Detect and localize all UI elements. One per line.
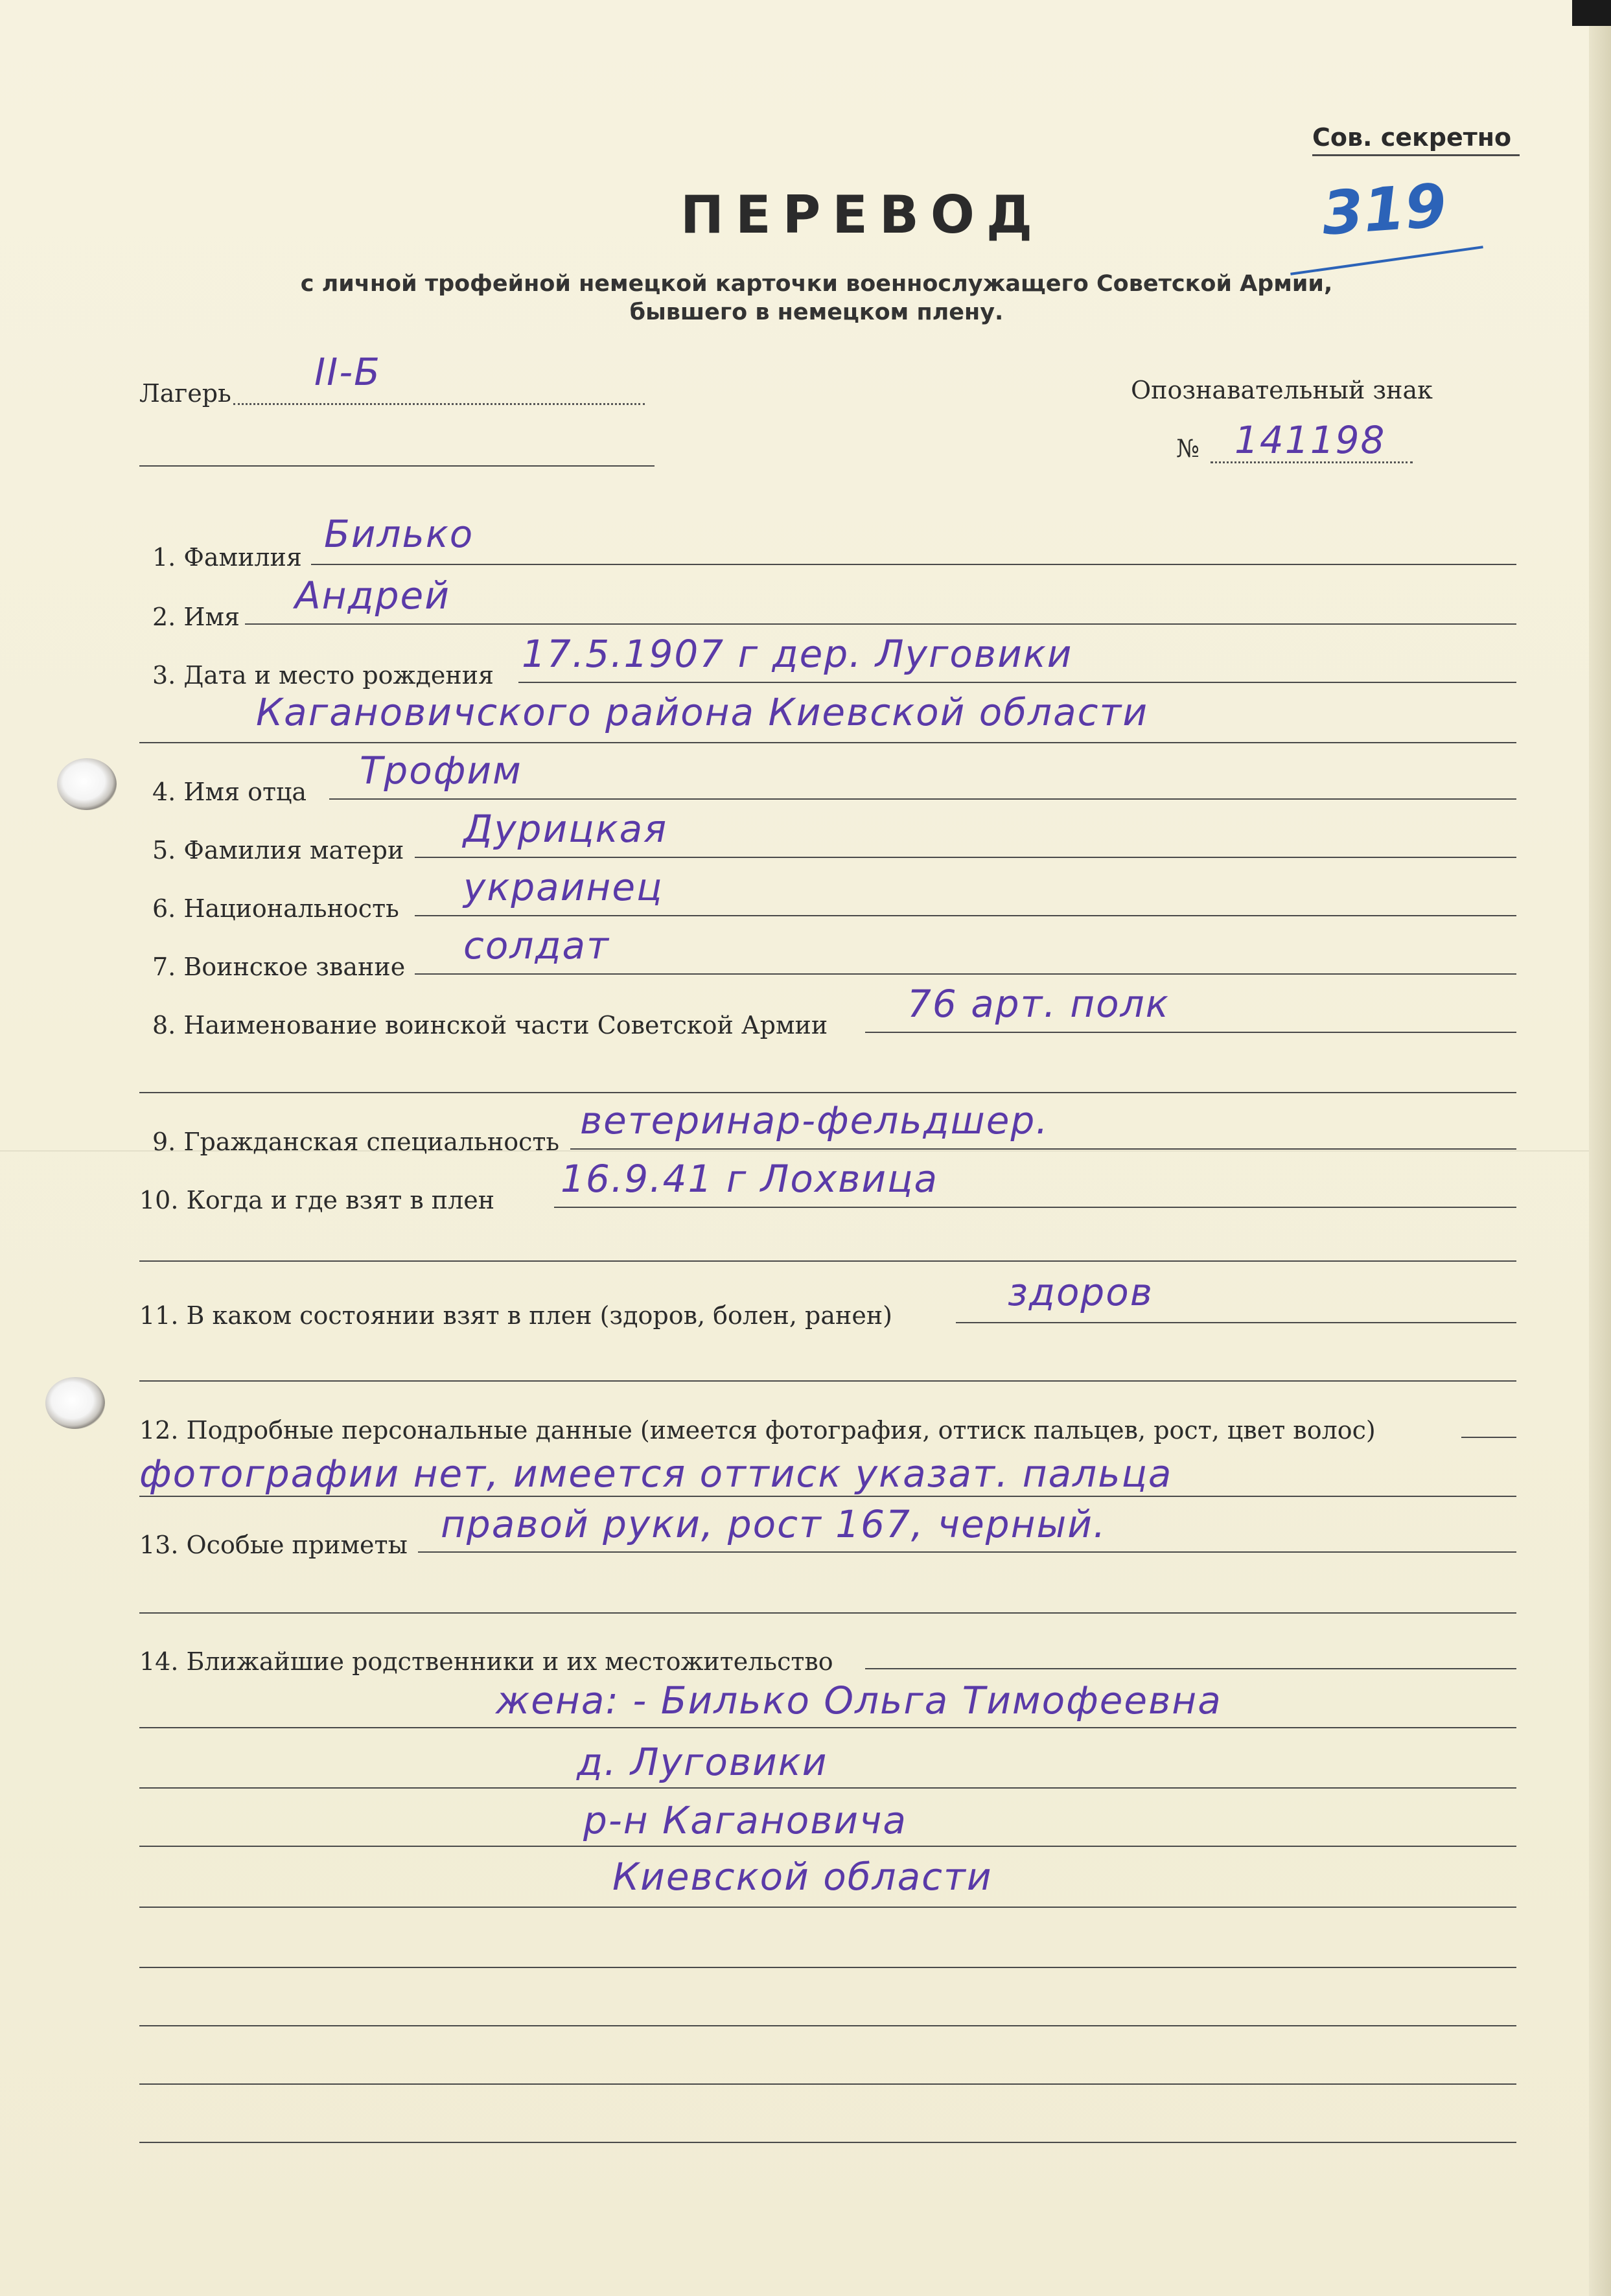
classification-underline: [1312, 154, 1520, 156]
field-11-line: [956, 1322, 1516, 1323]
field-13-value: правой руки, рост 167, черный.: [441, 1502, 1107, 1546]
field-9-label: 9. Гражданская специальность: [152, 1128, 560, 1156]
field-12-line-2: [139, 1496, 1516, 1497]
field-4-value: Трофим: [360, 748, 522, 793]
field-9-value: ветеринар-фельдшер.: [580, 1098, 1049, 1142]
paper-edge: [1589, 0, 1611, 2296]
field-8-value: 76 арт. полк: [907, 982, 1170, 1026]
field-14-line-9: [139, 2142, 1516, 2143]
field-7-label: 7. Воинское звание: [152, 953, 406, 981]
field-6-value: украинец: [463, 865, 664, 909]
field-12-line: [1461, 1437, 1516, 1438]
field-13-line: [418, 1551, 1516, 1553]
field-1-value: Билько: [324, 512, 474, 556]
field-8-label: 8. Наименование воинской части Советской Армии: [152, 1011, 828, 1039]
id-number-sign: №: [1176, 434, 1200, 463]
document-title: ПЕРЕВОД: [680, 185, 1045, 245]
document-subtitle-line2: бывшего в немецком плену.: [629, 299, 1004, 325]
field-2-label: 2. Имя: [152, 603, 240, 631]
field-10-line-2: [139, 1260, 1516, 1262]
field-3-value: 17.5.1907 г дер. Луговики: [522, 632, 1073, 676]
camp-value: II-Б: [314, 350, 381, 394]
field-5-value: Дурицкая: [463, 807, 668, 851]
field-14-value-line1: жена: - Билько Ольга Тимофеевна: [496, 1678, 1222, 1722]
id-mark-label: Опознавательный знак: [1131, 376, 1433, 404]
field-3-line: [518, 682, 1516, 683]
punch-hole-top: [57, 758, 117, 810]
field-3-value-continued: Кагановичского района Киевской области: [256, 690, 1149, 734]
field-10-label: 10. Когда и где взят в плен: [139, 1186, 495, 1214]
field-6-line: [415, 915, 1516, 916]
field-7-value: солдат: [463, 923, 610, 968]
field-10-value: 16.9.41 г Лохвица: [561, 1157, 939, 1201]
classification-stamp: Сов. секретно: [1312, 123, 1512, 152]
field-3-line-2: [139, 742, 1516, 743]
camp-dotted-line: [233, 403, 645, 405]
field-14-line-8: [139, 2083, 1516, 2085]
field-14-line-3: [139, 1787, 1516, 1789]
field-14-line-5: [139, 1907, 1516, 1908]
field-4-line: [329, 798, 1516, 800]
field-14-label: 14. Ближайшие родственники и их местожительство: [139, 1647, 833, 1676]
punch-hole-bottom: [45, 1377, 105, 1429]
field-14-value-line3: р-н Кагановича: [583, 1798, 907, 1842]
field-12-label: 12. Подробные персональные данные (имеется фотография, оттиск пальцев, рост, цвет волос): [139, 1416, 1376, 1444]
field-11-label: 11. В каком состоянии взят в плен (здоров, болен, ранен): [139, 1301, 892, 1330]
field-11-value: здоров: [1008, 1270, 1153, 1314]
field-11-line-2: [139, 1380, 1516, 1382]
field-8-line-2: [139, 1092, 1516, 1093]
field-14-line-4: [139, 1846, 1516, 1847]
field-13-label: 13. Особые приметы: [139, 1531, 408, 1559]
field-3-label: 3. Дата и место рождения: [152, 661, 494, 690]
field-14-value-line4: Киевской области: [612, 1855, 993, 1899]
field-6-label: 6. Национальность: [152, 894, 399, 923]
field-14-line: [865, 1668, 1516, 1669]
camp-label: Лагерь: [139, 379, 231, 408]
id-mark-value: 141198: [1234, 418, 1386, 462]
field-5-line: [415, 857, 1516, 858]
field-14-line-6: [139, 1967, 1516, 1968]
field-4-label: 4. Имя отца: [152, 778, 307, 806]
field-2-value: Андрей: [295, 574, 450, 618]
camp-line-2: [139, 465, 655, 467]
field-1-label: 1. Фамилия: [152, 543, 302, 572]
field-9-line: [570, 1148, 1516, 1150]
field-1-line: [311, 564, 1516, 565]
field-14-line-2: [139, 1727, 1516, 1728]
field-7-line: [415, 973, 1516, 975]
field-14-value-line2: д. Луговики: [577, 1740, 828, 1784]
scan-corner: [1572, 0, 1611, 26]
field-12-value: фотографии нет, имеется оттиск указат. пальца: [139, 1452, 1173, 1496]
field-8-line: [865, 1032, 1516, 1033]
archive-number: 319: [1319, 170, 1449, 249]
field-5-label: 5. Фамилия матери: [152, 836, 404, 864]
field-2-line: [245, 623, 1516, 625]
field-14-line-7: [139, 2025, 1516, 2026]
field-10-line: [554, 1207, 1516, 1208]
document-subtitle-line1: с личной трофейной немецкой карточки военнослужащего Советской Армии,: [300, 271, 1333, 297]
field-13-line-2: [139, 1612, 1516, 1614]
